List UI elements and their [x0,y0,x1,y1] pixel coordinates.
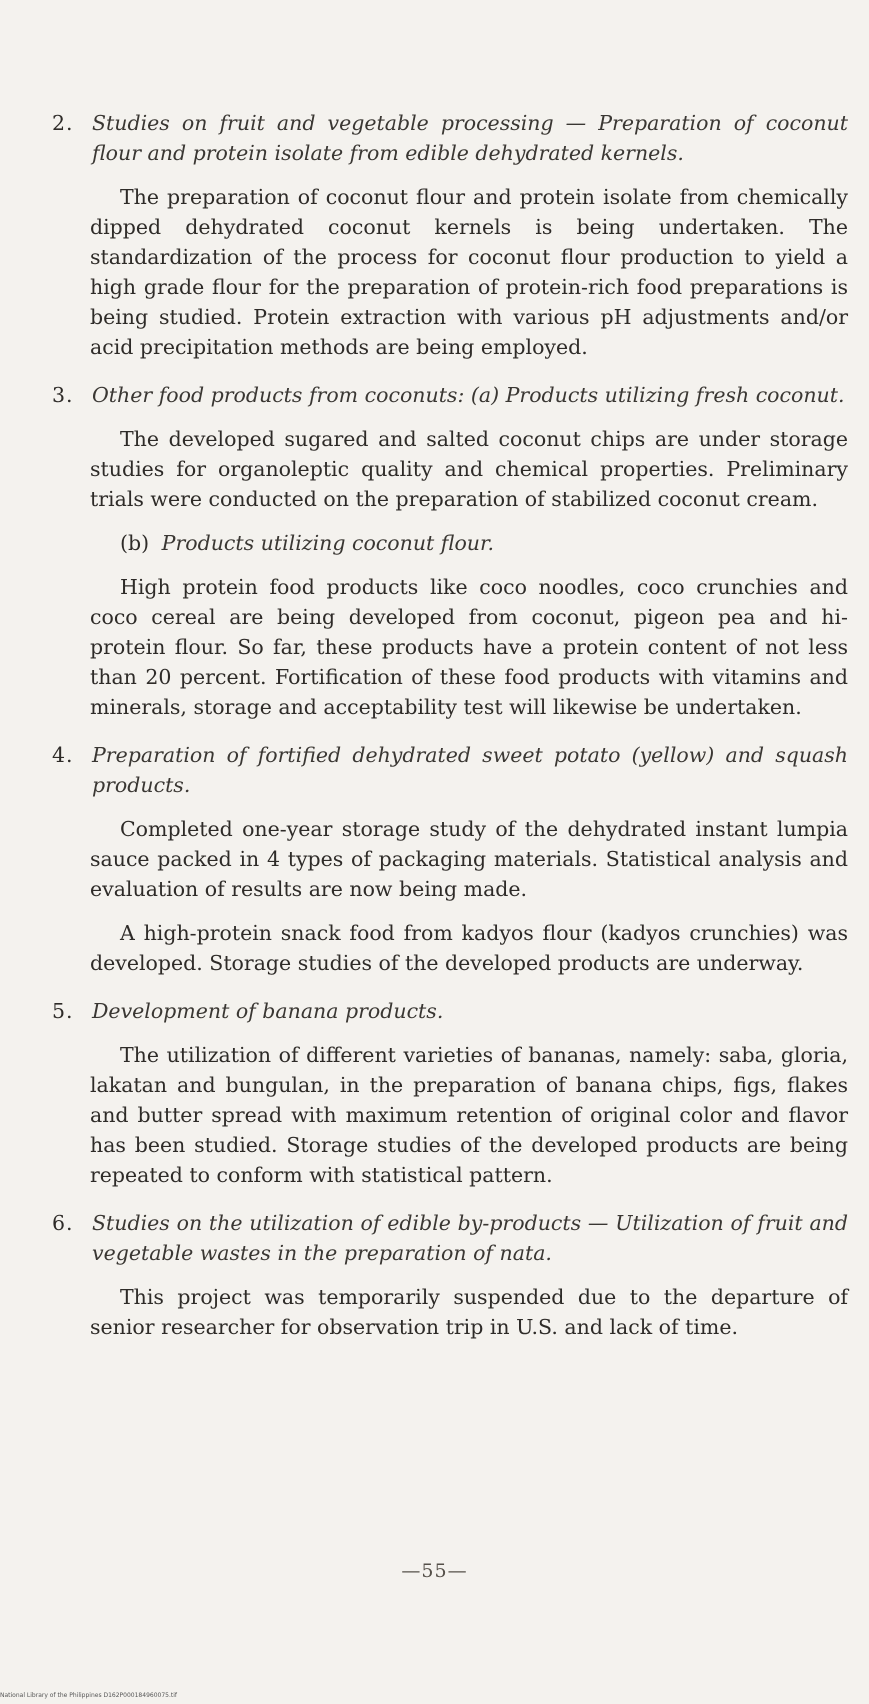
section-5 [48,996,848,1190]
section-title: Development of banana products. [92,999,444,1023]
page-number: —55— [401,1560,468,1582]
section-number: 4. [52,743,74,767]
paragraph: A high-protein snack food from kadyos flour (kadyos crunchies) was developed. Storage studies of the developed products are underway. [90,921,848,975]
section-number: 5. [52,999,74,1023]
paragraph: The utilization of different varieties of bananas, namely: saba, gloria, lakatan and bungulan, in the preparation of banana chips, figs, flakes and butter spread with maximum retention of original color and flavor has been studied. Storage studies of the developed products are being repeated to conform with statistical pattern. [90,1043,848,1187]
section-heading [48,740,848,800]
section-title: Other food products from coconuts: (a) Products utilizing fresh coconut. [92,383,845,407]
paragraph: The preparation of coconut flour and protein isolate from chemically dipped dehydrated coconut kernels is being undertaken. The standardization of the process for coconut flour production to yield a high grade flour for the preparation of protein-rich food preparations is being studied. Protein extraction with various pH adjustments and/or acid precipitation methods are being employed. [90,185,848,359]
section-title: Studies on fruit and vegetable processing — Preparation of coconut flour and protein isolate from edible dehydrated kernels. [92,111,848,165]
paragraph: This project was temporarily suspended due to the departure of senior researcher for observation trip in U.S. and lack of time. [90,1285,848,1339]
section-2 [48,108,848,362]
paragraph: High protein food products like coco noodles, coco crunchies and coco cereal are being developed from coconut, pigeon pea and hi-protein flour. So far, these products have a protein content of not less than 20 percent. Fortification of these food products with vitamins and minerals, storage and acceptability test will likewise be undertaken. [90,575,848,719]
section-heading [48,380,848,410]
section-6 [48,1208,848,1342]
section-heading [48,108,848,168]
paragraph: The developed sugared and salted coconut chips are under storage studies for organoleptic quality and chemical properties. Preliminary trials were conducted on the preparation of stabilized coconut cream. [90,427,848,511]
section-heading [48,996,848,1026]
subsection-title: Products utilizing coconut flour. [161,531,495,555]
section-3 [48,380,848,722]
section-number: 3. [52,383,74,407]
section-number: 2. [52,111,74,135]
section-4 [48,740,848,978]
scan-footer: National Library of the Philippines D162P000184960075.tif [0,1692,178,1699]
section-title: Studies on the utilization of edible by-products — Utilization of fruit and vegetable wastes in the preparation of nata. [92,1211,848,1265]
subsection-label: (b) [120,531,150,555]
section-title: Preparation of fortified dehydrated sweet potato (yellow) and squash products. [92,743,848,797]
paragraph: Completed one-year storage study of the dehydrated instant lumpia sauce packed in 4 types of packaging materials. Statistical analysis and evaluation of results are now being made. [90,817,848,901]
section-number: 6. [52,1211,74,1235]
section-heading [48,1208,848,1268]
document-body [48,108,848,1360]
subsection-heading [48,528,848,558]
